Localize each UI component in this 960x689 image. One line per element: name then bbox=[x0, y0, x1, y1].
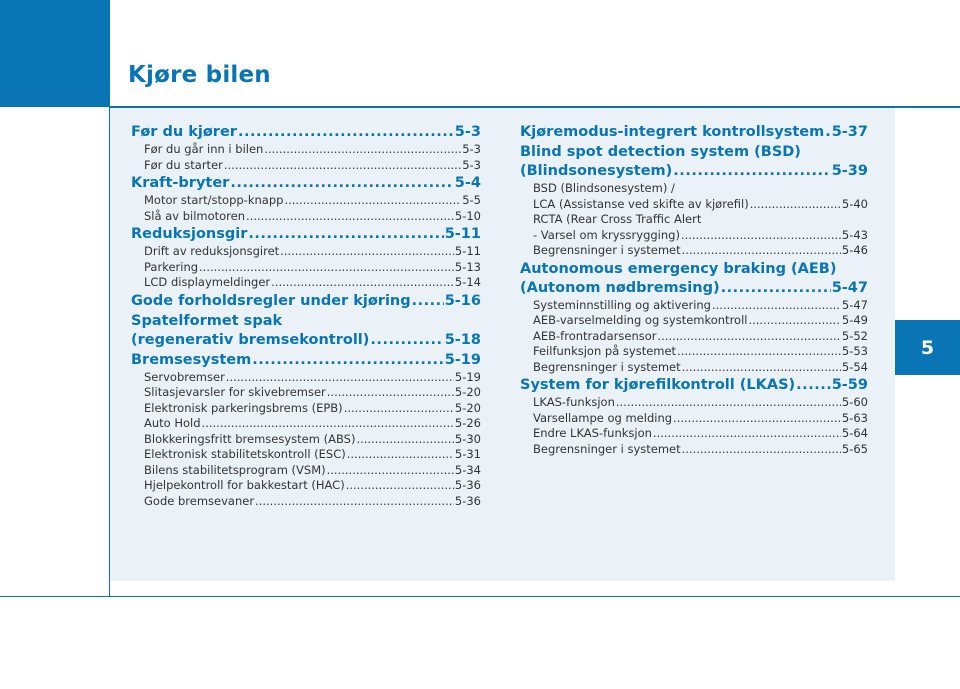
dot-leader bbox=[347, 447, 454, 463]
dot-leader bbox=[202, 416, 454, 432]
toc-entry-label: Systeminnstilling og aktivering bbox=[533, 297, 711, 312]
dot-leader bbox=[264, 142, 461, 158]
toc-page-number: 5-37 bbox=[831, 124, 868, 140]
dot-leader bbox=[748, 313, 840, 329]
toc-page-number: 5-65 bbox=[841, 441, 868, 456]
toc-page-number: 5-60 bbox=[841, 395, 868, 409]
toc-entry-label: LCD displaymeldinger bbox=[144, 275, 271, 289]
toc-page-number: 5-26 bbox=[454, 416, 481, 430]
toc-subentry[interactable] bbox=[520, 329, 868, 345]
toc-subentry[interactable] bbox=[131, 432, 481, 448]
toc-heading[interactable] bbox=[131, 350, 481, 370]
toc-page-number: 5-34 bbox=[454, 462, 481, 477]
dot-leader bbox=[682, 360, 841, 376]
dot-leader bbox=[712, 298, 841, 314]
toc-page-number: 5-20 bbox=[454, 400, 481, 415]
toc-subentry[interactable] bbox=[131, 260, 481, 276]
footer-rule bbox=[0, 596, 960, 597]
toc-page-number: 5-43 bbox=[841, 227, 868, 242]
toc-subentry[interactable] bbox=[520, 411, 868, 427]
toc-entry-label: Parkering bbox=[144, 259, 199, 274]
toc-page-number: 5-49 bbox=[841, 313, 868, 327]
chapter-number: 5 bbox=[920, 336, 935, 359]
toc-heading-label: (Blindsonesystem) bbox=[520, 163, 673, 179]
toc-page-number: 5-54 bbox=[841, 359, 868, 374]
dot-leader bbox=[280, 244, 454, 260]
toc-subentry[interactable] bbox=[131, 370, 481, 386]
toc-entry-label: Blokkeringsfritt bremsesystem (ABS) bbox=[144, 431, 356, 446]
toc-entry-label: Motor start/stopp-knapp bbox=[144, 193, 284, 207]
toc-heading-label-line1: Autonomous emergency braking (AEB) bbox=[520, 260, 837, 277]
dot-leader bbox=[681, 228, 841, 244]
dot-leader bbox=[226, 370, 454, 386]
toc-page-number: 5-4 bbox=[454, 175, 481, 191]
dot-leader bbox=[616, 395, 841, 411]
dot-leader bbox=[344, 401, 454, 417]
toc-section bbox=[520, 122, 868, 142]
toc-page-number: 5-64 bbox=[841, 426, 868, 440]
toc-page-number: 5-63 bbox=[841, 410, 868, 425]
toc-entry-label: Drift av reduksjonsgiret bbox=[144, 244, 280, 258]
dot-leader bbox=[327, 463, 454, 479]
toc-page-number: 5-11 bbox=[454, 244, 481, 258]
toc-page-number: 5-20 bbox=[454, 385, 481, 399]
dot-leader bbox=[677, 344, 841, 360]
toc-page-number: 5-46 bbox=[841, 243, 868, 257]
toc-page-number: 5-59 bbox=[831, 377, 868, 393]
toc-page-number: 5-19 bbox=[444, 351, 481, 368]
toc-heading[interactable] bbox=[131, 224, 481, 244]
toc-subentry[interactable] bbox=[520, 426, 868, 442]
toc-heading[interactable] bbox=[131, 122, 481, 142]
toc-subentry[interactable] bbox=[131, 416, 481, 432]
toc-subentry[interactable] bbox=[131, 142, 481, 158]
toc-heading-label: (regenerativ bremsekontroll) bbox=[131, 331, 370, 348]
toc-subentry[interactable] bbox=[520, 181, 868, 212]
toc-page-number: 5-39 bbox=[831, 163, 868, 179]
toc-entry-label: AEB-varselmelding og systemkontroll bbox=[533, 313, 748, 327]
dot-leader bbox=[224, 158, 461, 174]
toc-entry-label: Hjelpekontroll for bakkestart (HAC) bbox=[144, 478, 345, 492]
toc-page-number: 5-14 bbox=[454, 275, 481, 289]
dot-leader bbox=[750, 197, 841, 213]
toc-page-number: 5-3 bbox=[462, 142, 481, 156]
toc-page-number: 5-36 bbox=[454, 478, 481, 492]
toc-entry-label: Før du går inn i bilen bbox=[144, 142, 264, 156]
dot-leader bbox=[199, 260, 454, 276]
toc-section bbox=[520, 259, 868, 376]
toc-entry-label: LKAS-funksjon bbox=[533, 395, 615, 409]
toc-entry-label: Servobremser bbox=[144, 369, 225, 384]
toc-subentry[interactable] bbox=[520, 243, 868, 259]
toc-heading-label: Kjøremodus-integrert kontrollsystem bbox=[520, 124, 825, 140]
dot-leader bbox=[682, 243, 841, 259]
dot-leader bbox=[370, 331, 443, 350]
dot-leader bbox=[238, 123, 454, 142]
dot-leader bbox=[653, 426, 841, 442]
toc-entry-label: AEB-frontradarsensor bbox=[533, 328, 657, 343]
toc-subentry[interactable] bbox=[131, 385, 481, 401]
toc-subentry[interactable] bbox=[131, 494, 481, 510]
toc-section bbox=[520, 375, 868, 457]
toc-subentry[interactable] bbox=[131, 193, 481, 209]
dot-leader bbox=[327, 385, 454, 401]
toc-heading[interactable] bbox=[520, 122, 868, 142]
toc-page-number: 5-18 bbox=[444, 331, 481, 348]
toc-entry-label: Elektronisk parkeringsbrems (EPB) bbox=[144, 400, 343, 415]
dot-leader bbox=[673, 411, 841, 427]
toc-page-number: 5-19 bbox=[454, 369, 481, 384]
page-title: Kjøre bilen bbox=[128, 62, 271, 88]
dot-leader bbox=[825, 123, 830, 142]
toc-heading-label: Bremsesystem bbox=[131, 351, 252, 368]
toc-heading-label: Reduksjonsgir bbox=[131, 226, 248, 242]
toc-page-number: 5-53 bbox=[841, 344, 868, 358]
toc-entry-label: Slitasjevarsler for skivebremser bbox=[144, 385, 326, 399]
toc-entry-label: Før du starter bbox=[144, 157, 223, 172]
toc-subentry[interactable] bbox=[131, 275, 481, 291]
toc-page-number: 5-31 bbox=[454, 447, 481, 461]
toc-page-number: 5-30 bbox=[454, 431, 481, 446]
dot-leader bbox=[230, 174, 453, 193]
toc-page-number: 5-13 bbox=[454, 259, 481, 274]
toc-page-number: 5-36 bbox=[454, 493, 481, 508]
toc-subentry[interactable] bbox=[131, 463, 481, 479]
toc-entry-label: Begrensninger i systemet bbox=[533, 441, 681, 456]
toc-subentry[interactable] bbox=[131, 447, 481, 463]
toc-section bbox=[131, 350, 481, 510]
toc-section bbox=[520, 142, 868, 259]
toc-section bbox=[131, 291, 481, 311]
chapter-tab[interactable] bbox=[895, 320, 960, 375]
toc-page-number: 5-3 bbox=[462, 157, 481, 172]
toc-entry-label: LCA (Assistanse ved skifte av kjørefil) bbox=[533, 196, 749, 211]
toc-entry-label-line1: RCTA (Rear Cross Traffic Alert bbox=[533, 212, 702, 226]
toc-subentry[interactable] bbox=[131, 401, 481, 417]
toc-entry-label: Varsellampe og melding bbox=[533, 410, 673, 425]
toc-heading[interactable] bbox=[131, 291, 481, 311]
toc-subentry[interactable] bbox=[520, 360, 868, 376]
toc-left-column bbox=[131, 122, 481, 509]
toc-heading[interactable] bbox=[520, 375, 868, 395]
toc-entry-label-line1: BSD (Blindsonesystem) / bbox=[533, 181, 675, 195]
toc-entry-label: Elektronisk stabilitetskontroll (ESC) bbox=[144, 447, 346, 461]
toc-section bbox=[131, 311, 481, 350]
toc-subentry[interactable] bbox=[520, 298, 868, 314]
toc-entry-label: Endre LKAS-funksjon bbox=[533, 426, 652, 440]
toc-entry-label: Begrensninger i systemet bbox=[533, 359, 681, 374]
toc-heading-label: System for kjørefilkontroll (LKAS) bbox=[520, 377, 796, 393]
toc-heading-label: Før du kjører bbox=[131, 124, 237, 140]
dot-leader bbox=[721, 279, 831, 298]
toc-page-number: 5-47 bbox=[841, 297, 868, 312]
dot-leader bbox=[356, 432, 453, 448]
toc-page-number: 5-3 bbox=[454, 124, 481, 140]
header-color-block bbox=[0, 0, 109, 107]
dot-leader bbox=[796, 376, 831, 395]
dot-leader bbox=[271, 275, 454, 291]
dot-leader bbox=[346, 478, 454, 494]
toc-subentry[interactable] bbox=[131, 158, 481, 174]
dot-leader bbox=[658, 329, 841, 345]
toc-section bbox=[131, 122, 481, 173]
dot-leader bbox=[252, 351, 444, 370]
dot-leader bbox=[284, 193, 461, 209]
toc-page-number: 5-52 bbox=[841, 328, 868, 343]
toc-heading[interactable] bbox=[520, 259, 868, 298]
toc-subentry[interactable] bbox=[520, 395, 868, 411]
toc-subentry[interactable] bbox=[520, 442, 868, 458]
toc-page-number: 5-11 bbox=[444, 226, 481, 242]
toc-entry-label: Gode bremsevaner bbox=[144, 493, 255, 508]
dot-leader bbox=[246, 209, 454, 225]
dot-leader bbox=[673, 162, 830, 181]
toc-section bbox=[131, 224, 481, 291]
toc-entry-label: Bilens stabilitetsprogram (VSM) bbox=[144, 462, 326, 477]
toc-page-number: 5-40 bbox=[841, 196, 868, 211]
toc-page-number: 5-16 bbox=[444, 292, 481, 309]
toc-heading-label: Gode forholdsregler under kjøring bbox=[131, 292, 411, 309]
toc-subentry[interactable] bbox=[520, 212, 868, 243]
toc-heading-label: (Autonom nødbremsing) bbox=[520, 279, 720, 296]
dot-leader bbox=[255, 494, 454, 510]
toc-heading[interactable] bbox=[520, 142, 868, 181]
dot-leader bbox=[682, 442, 841, 458]
toc-entry-label: - Varsel om kryssrygging) bbox=[533, 227, 680, 242]
toc-heading-label: Kraft-bryter bbox=[131, 175, 230, 191]
toc-subentry[interactable] bbox=[520, 344, 868, 360]
toc-heading[interactable] bbox=[131, 173, 481, 193]
toc-section bbox=[131, 173, 481, 224]
toc-subentry[interactable] bbox=[131, 209, 481, 225]
toc-heading-label-line1: Blind spot detection system (BSD) bbox=[520, 144, 801, 160]
toc-page-number: 5-47 bbox=[831, 279, 868, 296]
toc-subentry[interactable] bbox=[131, 244, 481, 260]
toc-subentry[interactable] bbox=[131, 478, 481, 494]
dot-leader bbox=[412, 292, 444, 311]
dot-leader bbox=[248, 225, 443, 244]
toc-heading[interactable] bbox=[131, 311, 481, 350]
toc-page-number: 5-5 bbox=[462, 193, 481, 207]
toc-subentry[interactable] bbox=[520, 313, 868, 329]
toc-entry-label: Auto Hold bbox=[144, 416, 201, 430]
toc-entry-label: Slå av bilmotoren bbox=[144, 208, 246, 223]
toc-page-number: 5-10 bbox=[454, 208, 481, 223]
toc-heading-label-line1: Spatelformet spak bbox=[131, 312, 283, 329]
toc-entry-label: Feilfunksjon på systemet bbox=[533, 344, 677, 358]
toc-entry-label: Begrensninger i systemet bbox=[533, 243, 681, 257]
toc-right-column bbox=[520, 122, 868, 457]
